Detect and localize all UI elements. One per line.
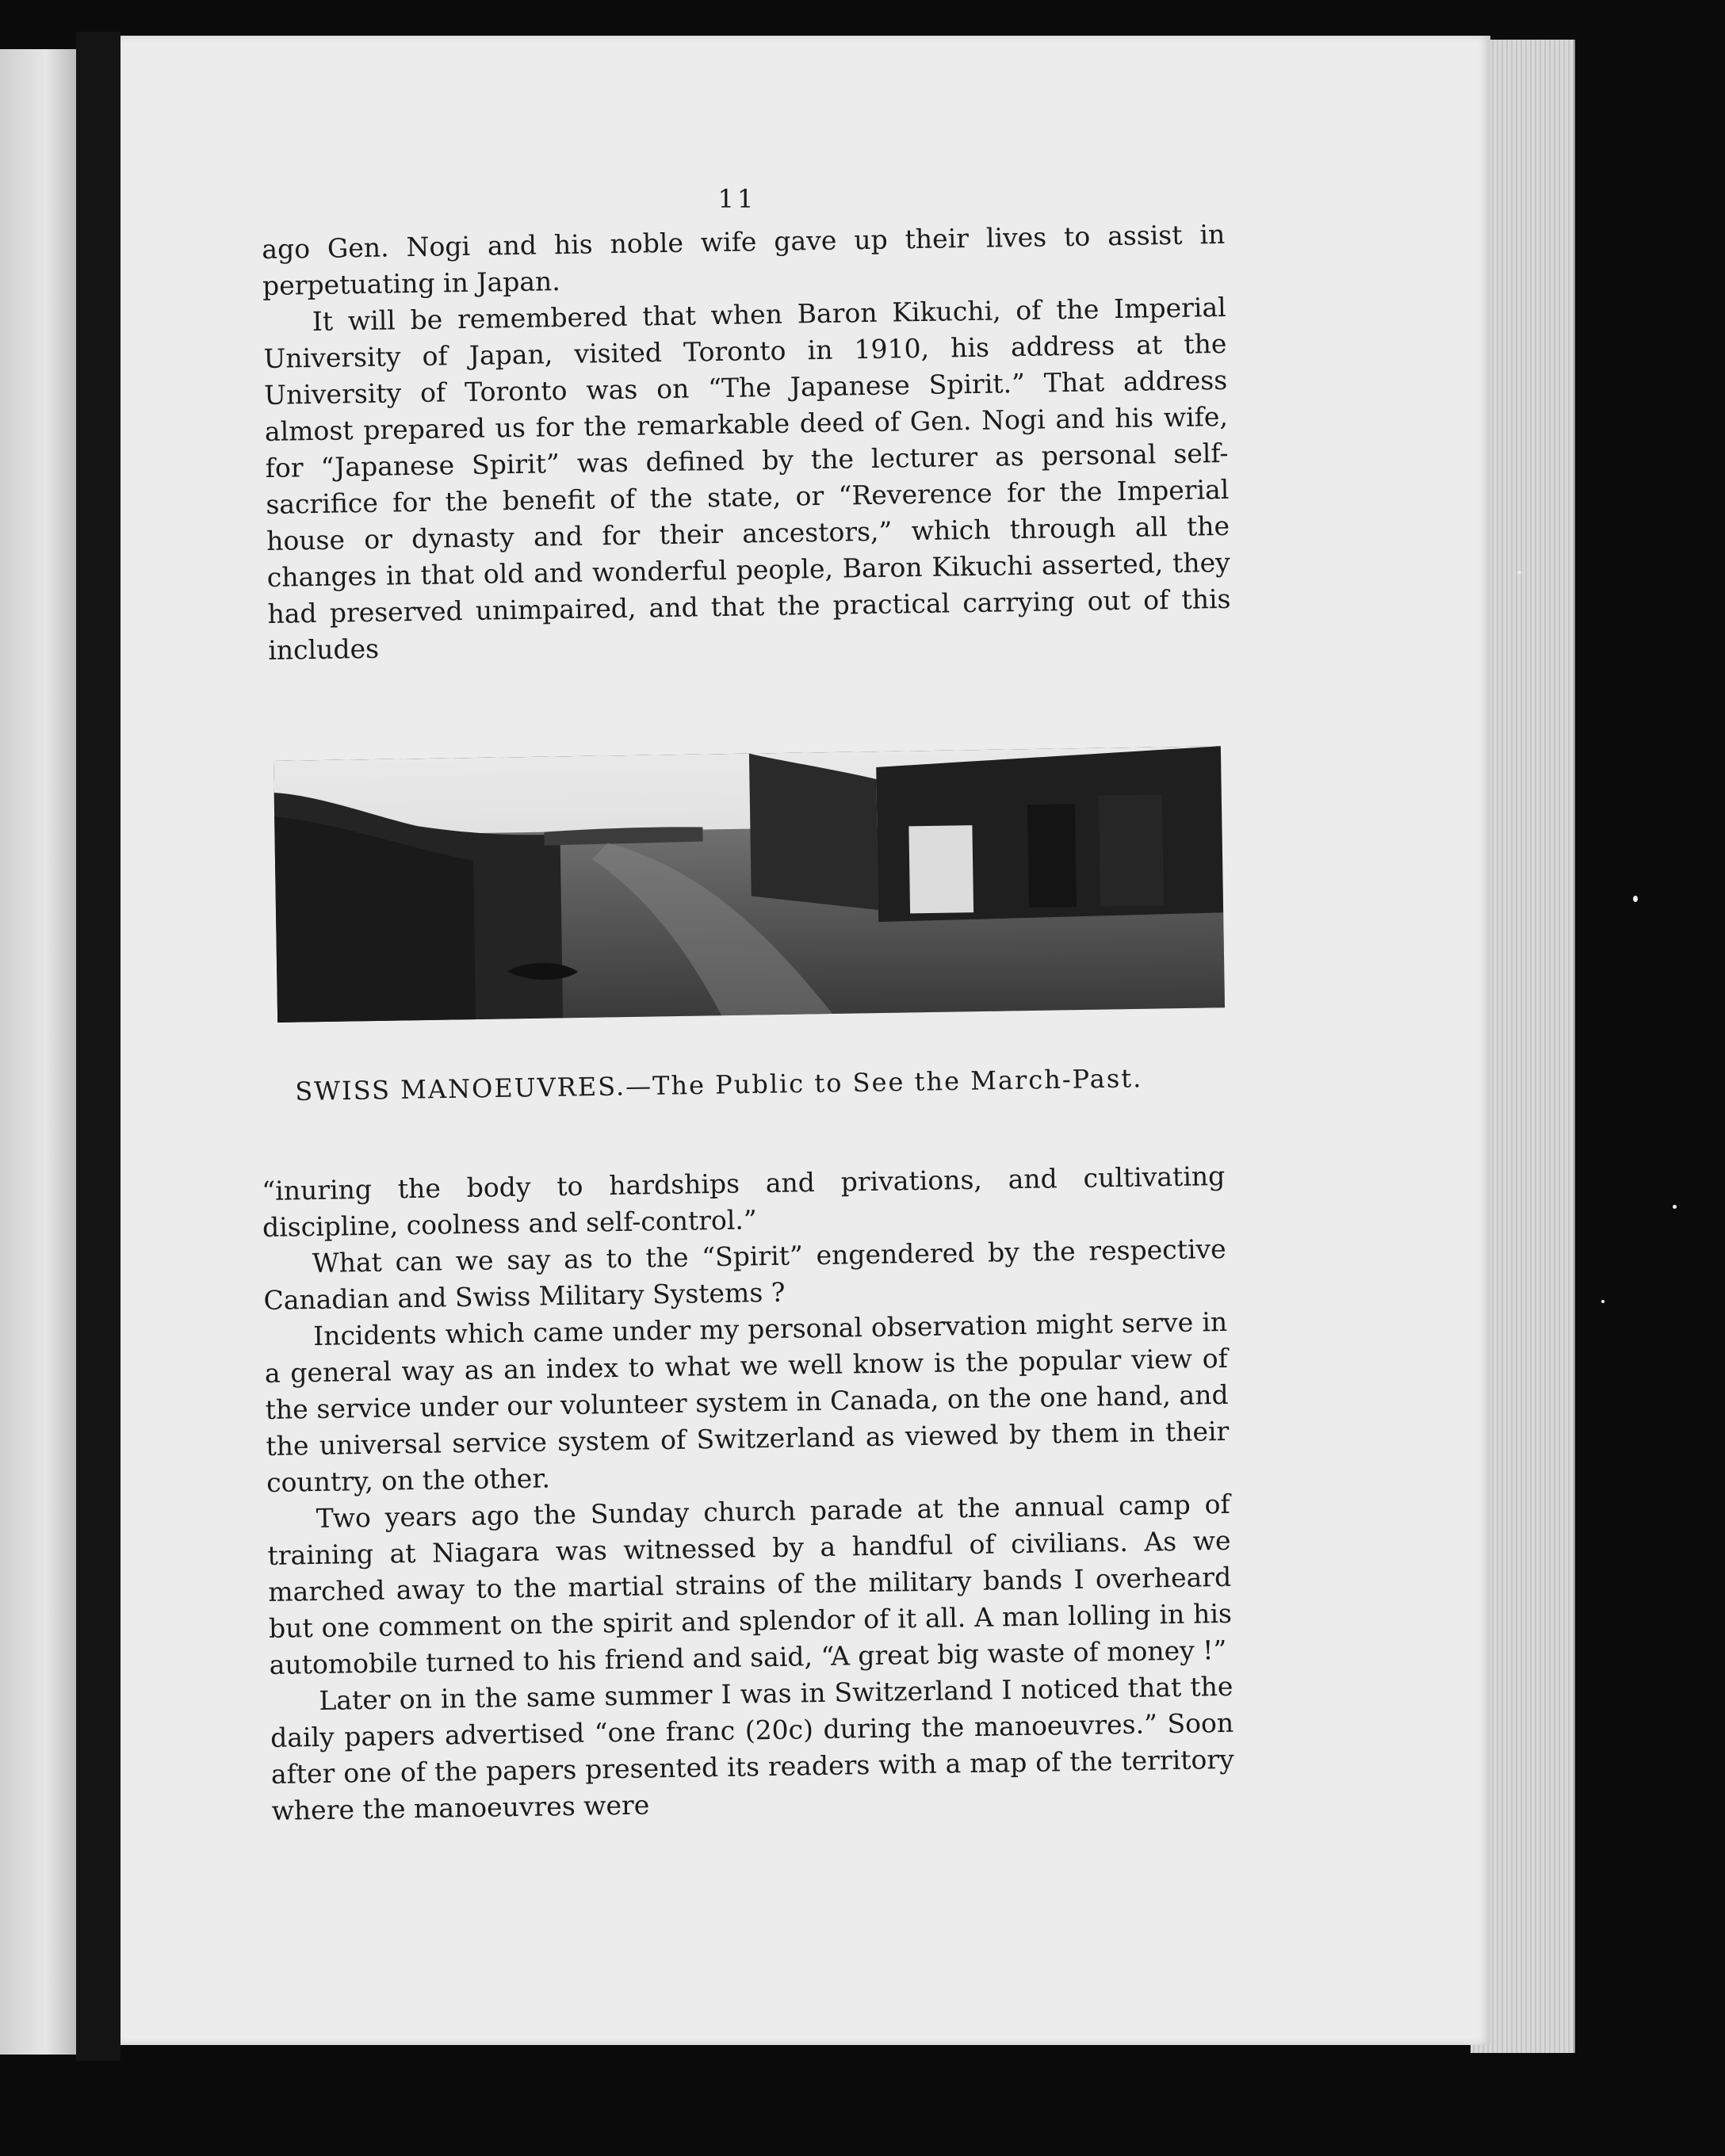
left-page-edge [0, 49, 76, 2055]
paragraph: Later on in the same summer I was in Switzerland I noticed that the daily papers advertised “one franc (20c) during the manoeuvres.” Soon after one of the papers presented its readers with a map of the territory where the manoeuvres were [270, 1670, 1235, 1826]
photograph-swiss-manoeuvres [273, 746, 1225, 1023]
book-gutter [76, 32, 120, 2061]
page-number: 11 [717, 184, 757, 214]
paragraph: It will be remembered that when Baron Kikuchi, of the Imperial University of Japan, visited Toronto in 1910, his address at the University of Toronto was on “The Japanese Spirit.” That address almost prepared us for the remarkable deed of Gen. Nogi and his wife, for “Japanese Spirit” was defined by the lecturer as personal self-sacrifice for the benefit of the state, or “Reverence for the Imperial house or dynasty and for their ancestors,” which through all the changes in that old and wonderful people, Baron Kikuchi asserted, they had preserved unimpaired, and that the practical carrying out of this includes [263, 291, 1231, 666]
photo-caption: SWISS MANOEUVRES.—The Public to See the March-Past. [295, 1063, 1143, 1107]
paragraph: Two years ago the Sunday church parade at the annual camp of training at Niagara was witnessed by a handful of civilians. As we marched away to the martial strains of the military bands I overheard but one comment on the spirit and splendor of it all. A man lolling in his automobile turned to his friend and said, “A great big waste of money !” [267, 1488, 1233, 1680]
dust-speck [1518, 571, 1521, 574]
paragraph: Incidents which came under my personal observation might serve in a general way as an index to what we well know is the popular view of the service under our volunteer system in Canada, on the one hand, and the universal service system of Switzerland as viewed by them in their country, on the other. [264, 1305, 1230, 1498]
photo-illustration [273, 746, 1225, 1023]
text-block-bottom [262, 1158, 1235, 1829]
dust-speck [1633, 896, 1638, 902]
paragraph: “inuring the body to hardships and privations, and cultivating discipline, coolness and self-control.” [262, 1160, 1226, 1243]
dust-speck [1601, 1300, 1605, 1303]
paragraph: ago Gen. Nogi and his noble wife gave up their lives to assist in perpetuating in Japan. [262, 218, 1226, 301]
text-block-top [262, 216, 1232, 669]
paragraph: What can we say as to the “Spirit” engendered by the respective Canadian and Swiss Military Systems ? [263, 1233, 1226, 1316]
dust-speck [1673, 1205, 1677, 1209]
